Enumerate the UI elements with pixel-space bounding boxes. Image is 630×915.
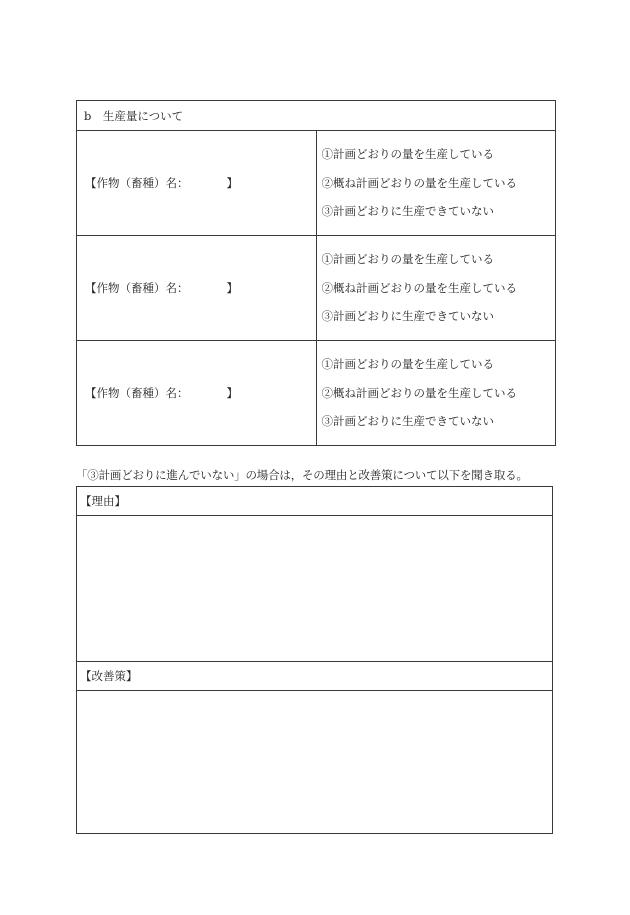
option-not-as-planned[interactable]: ③計画どおりに生産できていない: [321, 309, 494, 324]
option-planned-amount[interactable]: ①計画どおりの量を生産している: [321, 147, 494, 162]
production-options-cell: [316, 236, 556, 341]
production-title-row: [77, 101, 556, 131]
crop-name-cell[interactable]: [77, 341, 317, 446]
option-mostly-planned-amount[interactable]: ②概ね計画どおりの量を生産している: [321, 175, 517, 190]
improvement-answer-area[interactable]: [77, 691, 552, 833]
crop-row: [77, 236, 556, 341]
option-planned-amount[interactable]: ①計画どおりの量を生産している: [321, 357, 494, 372]
improvement-label: 【改善策】: [77, 662, 552, 691]
reason-label: 【理由】: [77, 487, 552, 516]
option-not-as-planned[interactable]: ③計画どおりに生産できていない: [321, 414, 494, 429]
crop-label-close: 】: [226, 176, 238, 190]
crop-label-close: 】: [226, 281, 238, 295]
production-table: [76, 100, 556, 446]
reason-answer-area[interactable]: [77, 516, 552, 661]
production-section-title: b 生産量について: [77, 101, 556, 131]
crop-label-open: 【作物（畜種）名：: [85, 281, 189, 295]
crop-row: [77, 131, 556, 236]
option-mostly-planned-amount[interactable]: ②概ね計画どおりの量を生産している: [321, 385, 517, 400]
option-mostly-planned-amount[interactable]: ②概ね計画どおりの量を生産している: [321, 280, 517, 295]
crop-label-open: 【作物（畜種）名：: [85, 386, 189, 400]
improvement-box: [76, 661, 553, 834]
production-options-cell: [316, 131, 556, 236]
option-not-as-planned[interactable]: ③計画どおりに生産できていない: [321, 204, 494, 219]
crop-label-close: 】: [226, 386, 238, 400]
crop-label-open: 【作物（畜種）名：: [85, 176, 189, 190]
follow-up-instruction: 「③計画どおりに進んでいない」の場合は，その理由と改善策について以下を聞き取る。: [76, 468, 528, 482]
production-options-cell: [316, 341, 556, 446]
option-planned-amount[interactable]: ①計画どおりの量を生産している: [321, 252, 494, 267]
crop-name-cell[interactable]: [77, 236, 317, 341]
reason-box: [76, 486, 553, 662]
crop-name-cell[interactable]: [77, 131, 317, 236]
crop-row: [77, 341, 556, 446]
